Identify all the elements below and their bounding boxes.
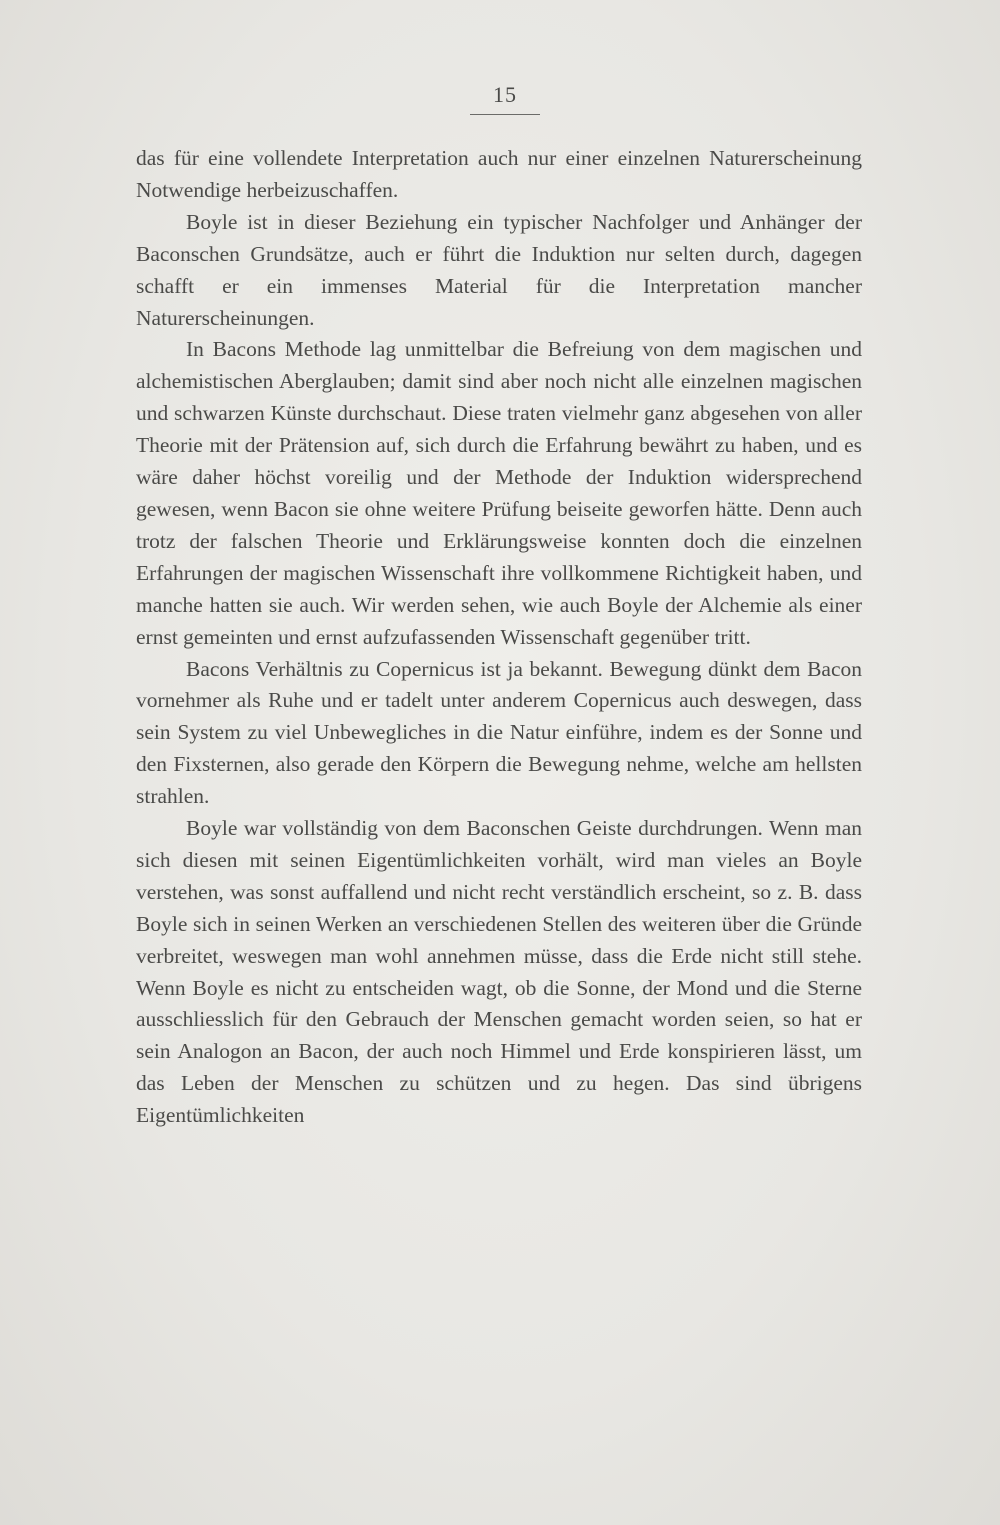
- paragraph-4: Bacons Verhältnis zu Copernicus ist ja bekannt. Bewegung dünkt dem Bacon vornehmer als Ruhe und er tadelt unter anderem Copernicus auch deswegen, dass sein System zu viel Unbewegliches in die Natur einführe, indem es der Sonne und den Fixsternen, also gerade den Körpern die Bewegung nehme, welche am hellsten strahlen.: [136, 656, 862, 809]
- paragraph-3: In Bacons Methode lag unmittelbar die Befreiung von dem magischen und alchemistischen Aberglauben; damit sind aber noch nicht alle einzelnen magischen und schwarzen Künste durchschaut. Diese traten vielmehr ganz abgesehen von aller Theorie mit der Prätension auf, sich durch die Erfahrung bewährt zu haben, und es wäre daher höchst voreilig und der Methode der Induktion widersprechend gewesen, wenn Bacon sie ohne weitere Prüfung beiseite geworfen hätte. Denn auch trotz der falschen Theorie und Erklärungsweise konnten doch die einzelnen Erfahrungen der magischen Wissenschaft ihre vollkommene Richtigkeit haben, und manche hatten sie auch. Wir werden sehen, wie auch Boyle der Alchemie als einer ernst gemeinten und ernst aufzufassenden Wissenschaft gegenüber tritt.: [136, 337, 862, 649]
- page-number: 15: [470, 82, 540, 115]
- paragraph-2: Boyle ist in dieser Beziehung ein typischer Nachfolger und Anhänger der Baconschen Grundsätze, auch er führt die Induktion nur selten durch, dagegen schafft er ein immenses Material für die Interpretation mancher Naturerscheinungen.: [136, 209, 862, 330]
- paragraph-5: Boyle war vollständig von dem Baconschen Geiste durchdrungen. Wenn man sich diesen mit seinen Eigentümlichkeiten vorhält, wird man vieles an Boyle verstehen, was sonst auffallend und nicht recht verständlich erscheint, so z. B. dass Boyle sich in seinen Werken an verschiedenen Stellen des weiteren über die Gründe verbreitet, weswegen man wohl annehmen müsse, dass die Erde nicht still stehe. Wenn Boyle es nicht zu entscheiden wagt, ob die Sonne, der Mond und die Sterne ausschliesslich für den Gebrauch der Menschen gemacht worden seien, so hat er sein Analogon an Bacon, der auch noch Himmel und Erde konspirieren lässt, um das Leben der Menschen zu schützen und zu hegen. Das sind übrigens Eigentümlichkeiten: [136, 816, 862, 1128]
- paragraph-1: das für eine vollendete Interpretation auch nur einer einzelnen Naturerscheinung Notwendige herbeizuschaffen.: [136, 146, 862, 202]
- body-text: [136, 143, 862, 1132]
